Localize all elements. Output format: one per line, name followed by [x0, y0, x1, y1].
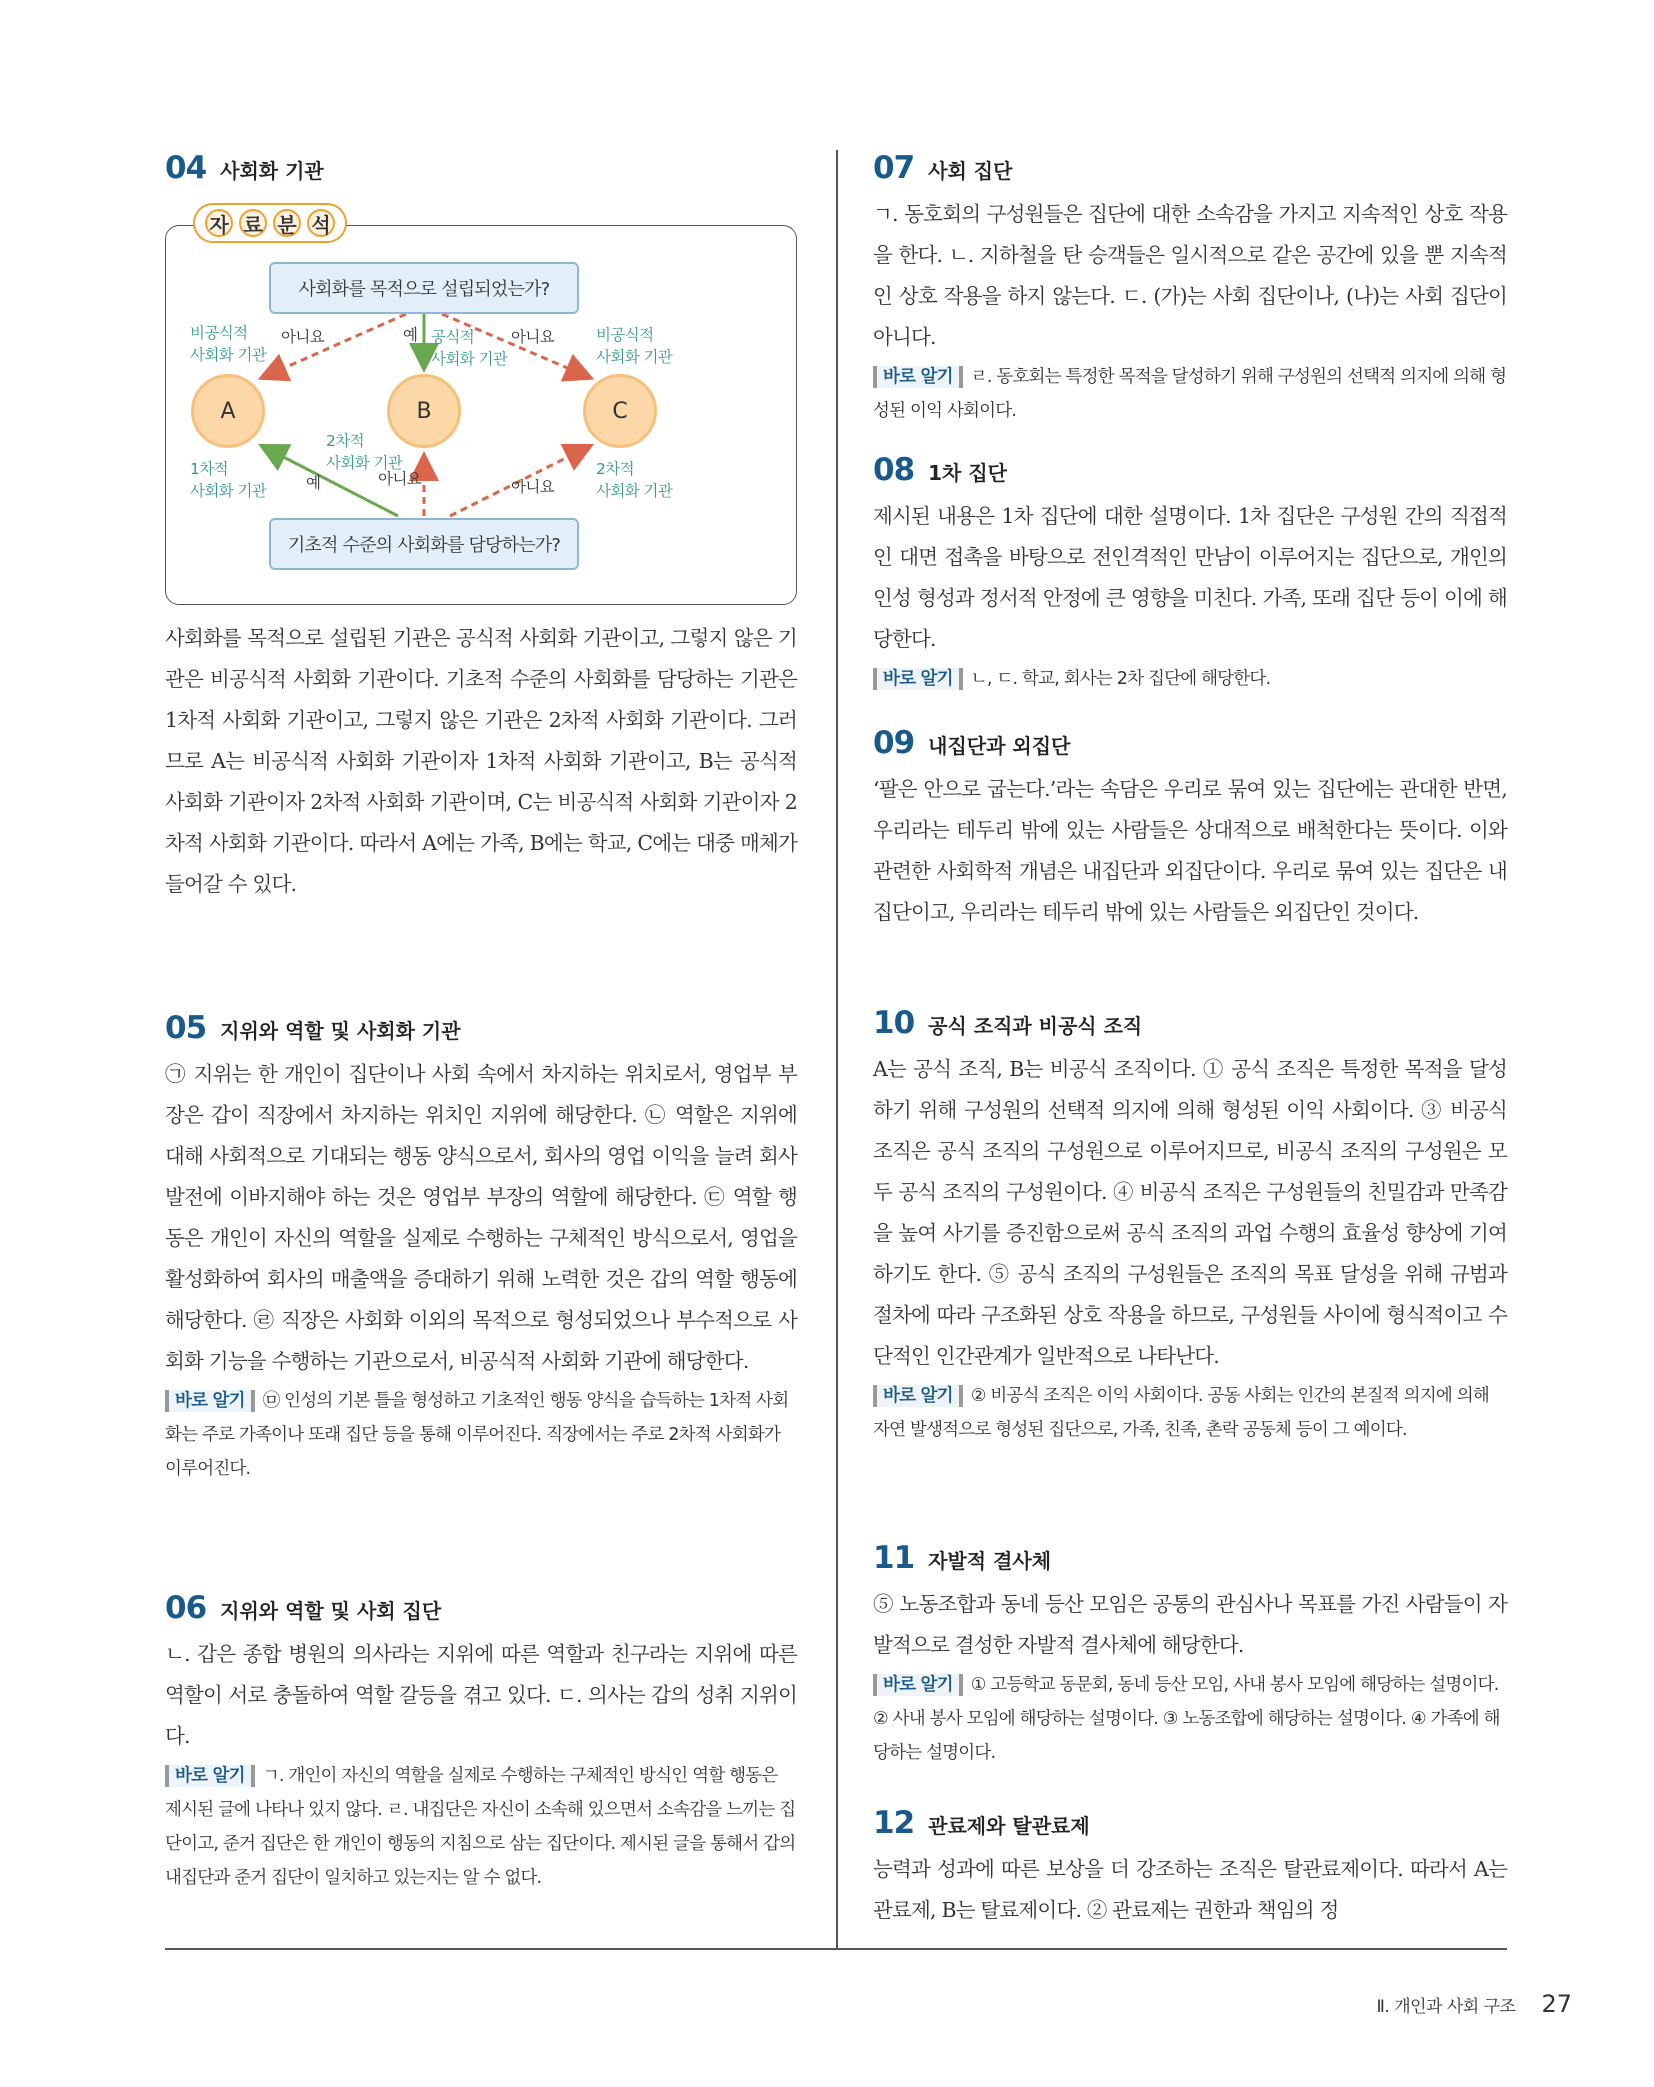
- tip-text: ㄴ, ㄷ. 학교, 회사는 2차 집단에 해당한다.: [970, 669, 1271, 689]
- question-box-bottom: 기초적 수준의 사회화를 담당하는가?: [269, 518, 579, 570]
- tip-text: ㄹ. 동호회는 특정한 목적을 달성하기 위해 구성원의 선택적 의지에 의해 형성된 이익 사회이다.: [873, 367, 1507, 421]
- chapter-label: Ⅱ. 개인과 사회 구조: [1376, 1997, 1516, 2017]
- tip-label: 바로 알기: [165, 1390, 255, 1412]
- section-title: 공식 조직과 비공식 조직: [928, 1014, 1143, 1038]
- label-yes-top: 예: [403, 326, 418, 344]
- tip-label: 바로 알기: [873, 668, 963, 690]
- section-12-header: [873, 1805, 1507, 1841]
- label-line: 사회화 기관: [596, 482, 673, 500]
- page-number: 27: [1541, 1990, 1572, 2018]
- label-line: 사회화 기관: [431, 350, 508, 368]
- tag-char: 석: [307, 209, 335, 237]
- label-line: 비공식적: [596, 326, 654, 344]
- section-08-header: [873, 452, 1507, 488]
- node-a: A: [191, 374, 265, 448]
- label-line: 1차적: [190, 460, 229, 478]
- section-09: [873, 725, 1507, 933]
- section-body: ㄴ. 갑은 종합 병원의 의사라는 지위에 따른 역할과 친구라는 지위에 따른 역할이 서로 충돌하여 역할 갈등을 겪고 있다. ㄷ. 의사는 갑의 성취 지위이다.: [165, 1642, 797, 1748]
- section-07: [873, 150, 1507, 428]
- label-no-bottom-right: 아니요: [511, 478, 555, 496]
- footer-rule: [165, 1948, 1507, 1950]
- tip-box: [873, 1379, 1507, 1447]
- section-title: 지위와 역할 및 사회화 기관: [220, 1019, 461, 1043]
- label-no-mid: 아니요: [378, 470, 422, 488]
- page-footer: [1377, 1990, 1572, 2018]
- section-04: [165, 150, 797, 194]
- section-12: [873, 1805, 1507, 1931]
- label-primary: [190, 458, 266, 502]
- section-title: 사회 집단: [928, 159, 1013, 183]
- section-04-header: [165, 150, 797, 186]
- tip-label: 바로 알기: [873, 366, 963, 388]
- tag-char: 료: [239, 209, 267, 237]
- tip-text: ① 고등학교 동문회, 동네 등산 모임, 사내 봉사 모임에 해당하는 설명이다. ② 사내 봉사 모임에 해당하는 설명이다. ③ 노동조합에 해당하는 설명이다. ④ 가족에 해당하는 설명이다.: [873, 1675, 1500, 1763]
- tip-box: [873, 1668, 1507, 1770]
- section-number: 09: [873, 725, 915, 761]
- section-06: [165, 1590, 797, 1895]
- section-title: 지위와 역할 및 사회 집단: [220, 1599, 442, 1623]
- section-10: [873, 1005, 1507, 1447]
- label-line: 2차적: [326, 432, 365, 450]
- tip-label: 바로 알기: [165, 1765, 255, 1787]
- data-analysis-diagram: [165, 225, 797, 605]
- label-secondary-right: [596, 458, 672, 502]
- section-04-body: [165, 618, 797, 905]
- section-body: 사회화를 목적으로 설립된 기관은 공식적 사회화 기관이고, 그렇지 않은 기관은 비공식적 사회화 기관이다. 기초적 수준의 사회화를 담당하는 기관은 1차적 사회화 기관이고, 그렇지 않은 기관은 2차적 사회화 기관이다. 그러므로 A는 비공식적 사회화 기관이자 1차적 사회화 기관이고, B는 공식적 사회화 기관이자 2차적 사회화 기관이며, C는 비공식적 사회화 기관이자 2차적 사회화 기관이다. 따라서 A에는 가족, B에는 학교, C에는 대중 매체가 들어갈 수 있다.: [165, 626, 797, 896]
- section-number: 05: [165, 1010, 207, 1046]
- section-11: [873, 1540, 1507, 1770]
- section-10-header: [873, 1005, 1507, 1041]
- section-body: ‘팔은 안으로 굽는다.’라는 속담은 우리로 묶여 있는 집단에는 관대한 반면, 우리라는 테두리 밖에 있는 사람들은 상대적으로 배척한다는 뜻이다. 이와 관련한 사회학적 개념은 내집단과 외집단이다. 우리로 묶여 있는 집단은 내집단이고, 우리라는 테두리 밖에 있는 사람들은 외집단인 것이다.: [873, 777, 1507, 924]
- section-number: 04: [165, 150, 207, 186]
- section-11-header: [873, 1540, 1507, 1576]
- label-line: 2차적: [596, 460, 635, 478]
- tip-label: 바로 알기: [873, 1385, 963, 1407]
- section-title: 1차 집단: [928, 461, 1007, 485]
- section-number: 08: [873, 452, 915, 488]
- data-analysis-tag: [193, 203, 347, 243]
- label-no-right: 아니요: [511, 328, 555, 346]
- section-number: 12: [873, 1805, 915, 1841]
- node-b: B: [387, 374, 461, 448]
- section-title: 자발적 결사체: [928, 1549, 1052, 1573]
- section-body: ㉠ 지위는 한 개인이 집단이나 사회 속에서 차지하는 위치로서, 영업부 부장은 갑이 직장에서 차지하는 위치인 지위에 해당한다. ㉡ 역할은 지위에 대해 사회적으로 기대되는 행동 양식으로서, 회사의 영업 이익을 늘려 회사 발전에 이바지해야 하는 것은 영업부 부장의 역할에 해당한다. ㉢ 역할 행동은 개인이 자신의 역할을 실제로 수행하는 구체적인 방식으로서, 영업을 활성화하여 회사의 매출액을 증대하기 위해 노력한 것은 갑의 역할 행동에 해당한다. ㉣ 직장은 사회화 이외의 목적으로 형성되었으나 부수적으로 사회화 기능을 수행하는 기관으로서, 비공식적 사회화 기관에 해당한다.: [165, 1062, 797, 1373]
- section-title: 사회화 기관: [220, 159, 324, 183]
- section-body: ㄱ. 동호회의 구성원들은 집단에 대한 소속감을 가지고 지속적인 상호 작용을 한다. ㄴ. 지하철을 탄 승객들은 일시적으로 같은 공간에 있을 뿐 지속적인 상호 작용을 하지 않는다. ㄷ. (가)는 사회 집단이나, (나)는 사회 집단이 아니다.: [873, 202, 1507, 349]
- tip-text: ㄱ. 개인이 자신의 역할을 실제로 수행하는 구체적인 방식인 역할 행동은 제시된 글에 나타나 있지 않다. ㄹ. 내집단은 자신이 소속해 있으면서 소속감을 느끼는 집단이고, 준거 집단은 한 개인이 행동의 지침으로 삼는 집단이다. 제시된 글을 통해서 갑의 내집단과 준거 집단이 일치하고 있는지는 알 수 없다.: [165, 1766, 796, 1888]
- section-09-header: [873, 725, 1507, 761]
- section-06-header: [165, 1590, 797, 1626]
- section-number: 07: [873, 150, 915, 186]
- tag-char: 자: [205, 209, 233, 237]
- label-line: 비공식적: [190, 324, 248, 342]
- label-line: 사회화 기관: [326, 454, 403, 472]
- tip-box: [873, 662, 1507, 696]
- column-divider: [836, 150, 838, 1950]
- label-line: 사회화 기관: [190, 346, 267, 364]
- tip-label: 바로 알기: [873, 1674, 963, 1696]
- question-box-top: 사회화를 목적으로 설립되었는가?: [269, 262, 579, 314]
- label-line: 사회화 기관: [596, 348, 673, 366]
- label-nonformal-right: [596, 324, 672, 368]
- label-line: 공식적: [431, 328, 475, 346]
- label-yes-bottom: 예: [306, 474, 321, 492]
- tip-text: ㉤ 인성의 기본 틀을 형성하고 기초적인 행동 양식을 습득하는 1차적 사회화는 주로 가족이나 또래 집단 등을 통해 이루어진다. 직장에서는 주로 2차적 사회화가 이루어진다.: [165, 1391, 789, 1479]
- section-number: 11: [873, 1540, 915, 1576]
- node-c: C: [583, 374, 657, 448]
- section-body: A는 공식 조직, B는 비공식 조직이다. ① 공식 조직은 특정한 목적을 달성하기 위해 구성원의 선택적 의지에 의해 형성된 이익 사회이다. ③ 비공식 조직은 공식 조직의 구성원으로 이루어지므로, 비공식 조직의 구성원은 모두 공식 조직의 구성원이다. ④ 비공식 조직은 구성원들의 친밀감과 만족감을 높여 사기를 증진함으로써 공식 조직의 과업 수행의 효율성 향상에 기여하기도 한다. ⑤ 공식 조직의 구성원들은 조직의 목표 달성을 위해 규범과 절차에 따라 구조화된 상호 작용을 하므로, 구성원들 사이에 형식적이고 수단적인 인간관계가 일반적으로 나타난다.: [873, 1057, 1507, 1368]
- section-title: 관료제와 탈관료제: [928, 1814, 1090, 1838]
- tag-char: 분: [273, 209, 301, 237]
- tip-box: [165, 1384, 797, 1486]
- section-number: 10: [873, 1005, 915, 1041]
- tip-text: ② 비공식 조직은 이익 사회이다. 공동 사회는 인간의 본질적 의지에 의해 자연 발생적으로 형성된 집단으로, 가족, 친족, 촌락 공동체 등이 그 예이다.: [873, 1386, 1489, 1440]
- label-nonformal-left: [190, 322, 266, 366]
- section-number: 06: [165, 1590, 207, 1626]
- section-08: [873, 452, 1507, 696]
- section-05-header: [165, 1010, 797, 1046]
- section-05: [165, 1010, 797, 1486]
- section-body: 능력과 성과에 따른 보상을 더 강조하는 조직은 탈관료제이다. 따라서 A는 관료제, B는 탈료제이다. ② 관료제는 권한과 책임의 정: [873, 1857, 1507, 1922]
- label-line: 사회화 기관: [190, 482, 267, 500]
- label-formal: [431, 326, 507, 370]
- tip-box: [165, 1759, 797, 1895]
- label-no-left: 아니요: [281, 328, 325, 346]
- section-title: 내집단과 외집단: [928, 734, 1071, 758]
- section-body: 제시된 내용은 1차 집단에 대한 설명이다. 1차 집단은 구성원 간의 직접적인 대면 접촉을 바탕으로 전인격적인 만남이 이루어지는 집단으로, 개인의 인성 형성과 정서적 안정에 큰 영향을 미친다. 가족, 또래 집단 등이 이에 해당한다.: [873, 504, 1507, 651]
- section-body: ⑤ 노동조합과 동네 등산 모임은 공통의 관심사나 목표를 가진 사람들이 자발적으로 결성한 자발적 결사체에 해당한다.: [873, 1592, 1507, 1657]
- section-07-header: [873, 150, 1507, 186]
- tip-box: [873, 360, 1507, 428]
